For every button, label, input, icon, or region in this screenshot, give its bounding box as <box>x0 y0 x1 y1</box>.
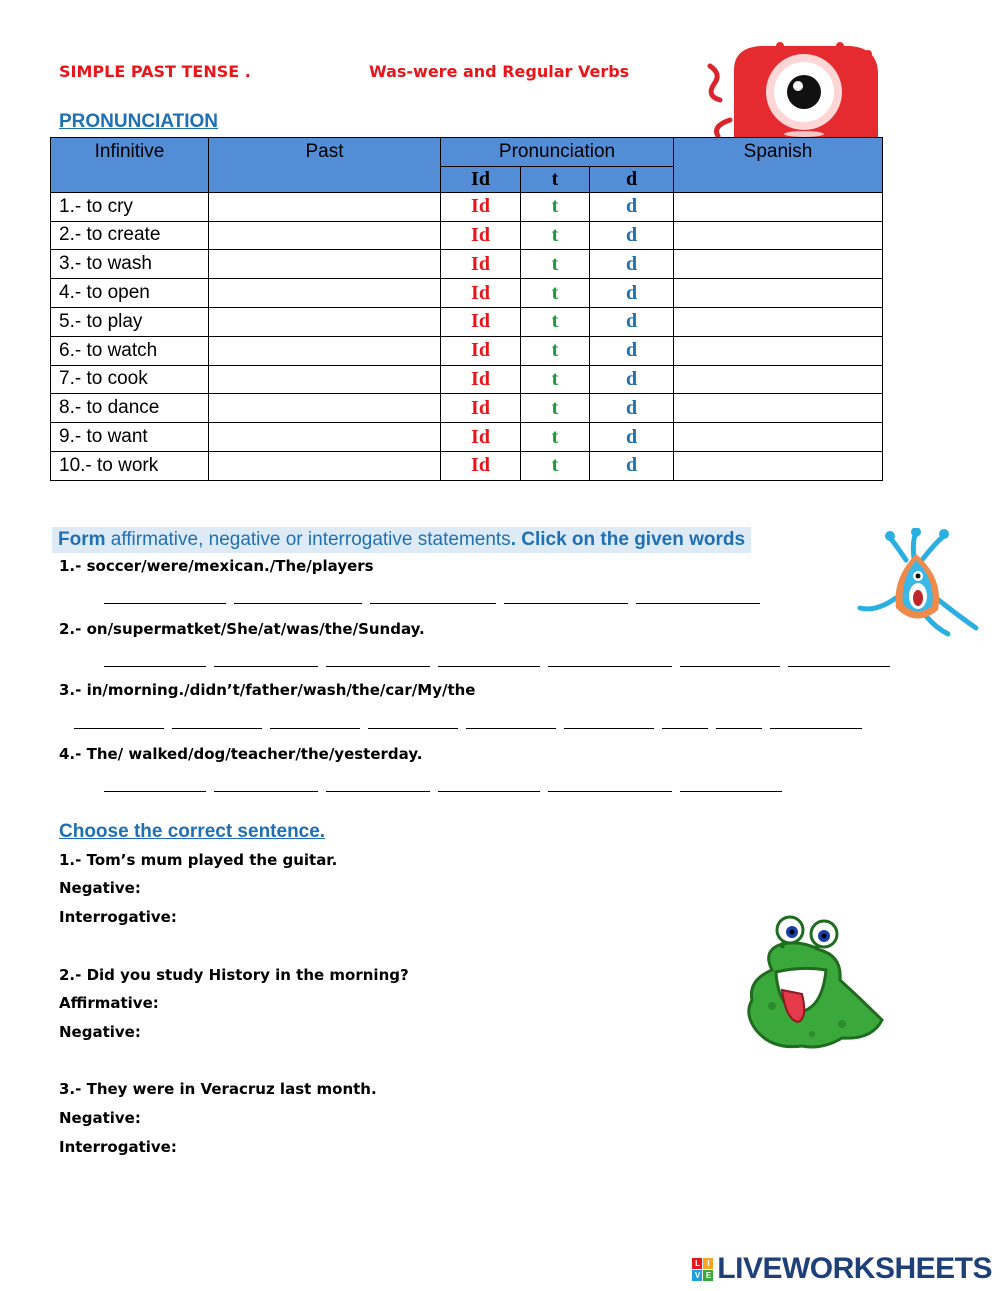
verb-infinitive: 4.- to open <box>51 279 209 308</box>
pronunciation-option-d[interactable]: d <box>590 192 674 221</box>
form-heading-text: affirmative, negative or interrogative statements <box>105 529 511 550</box>
form-heading-click: . Click on the given words <box>510 529 746 550</box>
pronunciation-option-t[interactable]: t <box>521 279 590 308</box>
pronunciation-option-id[interactable]: Id <box>441 279 521 308</box>
form-item-4: 4.- The/ walked/dog/teacher/the/yesterday. <box>59 745 423 763</box>
answer-blanks-3[interactable] <box>74 710 870 729</box>
pronunciation-option-d[interactable]: d <box>590 336 674 365</box>
spanish-answer-cell[interactable] <box>674 451 883 480</box>
pronunciation-option-d[interactable]: d <box>590 307 674 336</box>
pronunciation-option-d[interactable]: d <box>590 250 674 279</box>
spanish-answer-cell[interactable] <box>674 394 883 423</box>
blue-tentacle-monster-icon <box>856 528 980 638</box>
pronunciation-option-d[interactable]: d <box>590 394 674 423</box>
pronunciation-option-id[interactable]: Id <box>441 451 521 480</box>
pronunciation-option-d[interactable]: d <box>590 279 674 308</box>
spanish-answer-cell[interactable] <box>674 221 883 250</box>
pronunciation-option-d[interactable]: d <box>590 423 674 452</box>
header-d: d <box>590 166 674 192</box>
pronunciation-option-id[interactable]: Id <box>441 394 521 423</box>
pronunciation-heading: PRONUNCIATION <box>59 111 219 132</box>
past-answer-cell[interactable] <box>209 423 441 452</box>
pronunciation-option-t[interactable]: t <box>521 394 590 423</box>
pronunciation-option-id[interactable]: Id <box>441 250 521 279</box>
table-row <box>51 192 883 221</box>
form-item-3: 3.- in/morning./didn’t/father/wash/the/car/My/the <box>59 681 476 699</box>
past-answer-cell[interactable] <box>209 394 441 423</box>
pronunciation-option-d[interactable]: d <box>590 451 674 480</box>
table-row <box>51 365 883 394</box>
table-row <box>51 336 883 365</box>
choose-sentence-3: 3.- They were in Veracruz last month. <box>59 1080 377 1098</box>
choose-sentence-1: 1.- Tom’s mum played the guitar. <box>59 851 338 869</box>
pronunciation-option-id[interactable]: Id <box>441 307 521 336</box>
choose-3-label-a: Negative: <box>59 1109 141 1127</box>
choose-2-label-a: Affirmative: <box>59 994 159 1012</box>
table-row <box>51 307 883 336</box>
choose-heading: Choose the correct sentence. <box>59 821 326 842</box>
past-answer-cell[interactable] <box>209 451 441 480</box>
green-slime-monster-icon <box>742 910 888 1056</box>
choose-3-label-b: Interrogative: <box>59 1138 177 1156</box>
pronunciation-option-t[interactable]: t <box>521 250 590 279</box>
choose-1-label-a: Negative: <box>59 879 141 897</box>
header-infinitive: Infinitive <box>51 138 209 193</box>
pronunciation-option-t[interactable]: t <box>521 423 590 452</box>
form-item-2: 2.- on/supermatket/She/at/was/the/Sunday. <box>59 620 425 638</box>
choose-sentence-2: 2.- Did you study History in the morning? <box>59 966 409 984</box>
answer-blanks-1[interactable] <box>104 585 768 604</box>
pronunciation-option-id[interactable]: Id <box>441 221 521 250</box>
past-answer-cell[interactable] <box>209 192 441 221</box>
pronunciation-option-id[interactable]: Id <box>441 336 521 365</box>
header-id: Id <box>441 166 521 192</box>
verb-infinitive: 9.- to want <box>51 423 209 452</box>
verb-infinitive: 1.- to cry <box>51 192 209 221</box>
pronunciation-table <box>50 137 883 481</box>
spanish-answer-cell[interactable] <box>674 307 883 336</box>
pronunciation-option-t[interactable]: t <box>521 365 590 394</box>
pronunciation-option-d[interactable]: d <box>590 365 674 394</box>
choose-2-label-b: Negative: <box>59 1023 141 1041</box>
spanish-answer-cell[interactable] <box>674 336 883 365</box>
verb-infinitive: 3.- to wash <box>51 250 209 279</box>
header-past: Past <box>209 138 441 193</box>
spanish-answer-cell[interactable] <box>674 365 883 394</box>
answer-blanks-4[interactable] <box>104 773 790 792</box>
table-row <box>51 250 883 279</box>
answer-blanks-2[interactable] <box>104 648 898 667</box>
spanish-answer-cell[interactable] <box>674 279 883 308</box>
pronunciation-option-id[interactable]: Id <box>441 423 521 452</box>
table-row <box>51 451 883 480</box>
pronunciation-option-t[interactable]: t <box>521 192 590 221</box>
brand-name: LIVEWORKSHEETS <box>717 1252 992 1285</box>
table-row <box>51 423 883 452</box>
liveworksheets-logo <box>692 1252 992 1286</box>
pronunciation-option-t[interactable]: t <box>521 336 590 365</box>
table-row <box>51 279 883 308</box>
verb-infinitive: 7.- to cook <box>51 365 209 394</box>
worksheet-title: SIMPLE PAST TENSE . <box>59 62 251 81</box>
past-answer-cell[interactable] <box>209 365 441 394</box>
pronunciation-option-t[interactable]: t <box>521 221 590 250</box>
pronunciation-option-id[interactable]: Id <box>441 365 521 394</box>
header-pronunciation: Pronunciation <box>441 138 674 167</box>
verb-infinitive: 8.- to dance <box>51 394 209 423</box>
verb-infinitive: 6.- to watch <box>51 336 209 365</box>
form-instructions <box>52 527 751 553</box>
spanish-answer-cell[interactable] <box>674 250 883 279</box>
table-row <box>51 221 883 250</box>
spanish-answer-cell[interactable] <box>674 423 883 452</box>
past-answer-cell[interactable] <box>209 307 441 336</box>
verb-infinitive: 5.- to play <box>51 307 209 336</box>
header-t: t <box>521 166 590 192</box>
pronunciation-option-id[interactable]: Id <box>441 192 521 221</box>
red-one-eyed-monster-icon <box>700 40 882 138</box>
past-answer-cell[interactable] <box>209 221 441 250</box>
past-answer-cell[interactable] <box>209 336 441 365</box>
pronunciation-option-t[interactable]: t <box>521 307 590 336</box>
header-spanish: Spanish <box>674 138 883 193</box>
spanish-answer-cell[interactable] <box>674 192 883 221</box>
form-heading-bold: Form <box>58 529 106 550</box>
verb-infinitive: 2.- to create <box>51 221 209 250</box>
past-answer-cell[interactable] <box>209 250 441 279</box>
pronunciation-option-d[interactable]: d <box>590 221 674 250</box>
form-item-1: 1.- soccer/were/mexican./The/players <box>59 557 374 575</box>
pronunciation-option-t[interactable]: t <box>521 451 590 480</box>
verb-infinitive: 10.- to work <box>51 451 209 480</box>
liveworksheets-logo-icon: L I V E <box>692 1258 713 1281</box>
worksheet-subtitle: Was-were and Regular Verbs <box>369 62 630 81</box>
past-answer-cell[interactable] <box>209 279 441 308</box>
choose-1-label-b: Interrogative: <box>59 908 177 926</box>
table-row <box>51 394 883 423</box>
